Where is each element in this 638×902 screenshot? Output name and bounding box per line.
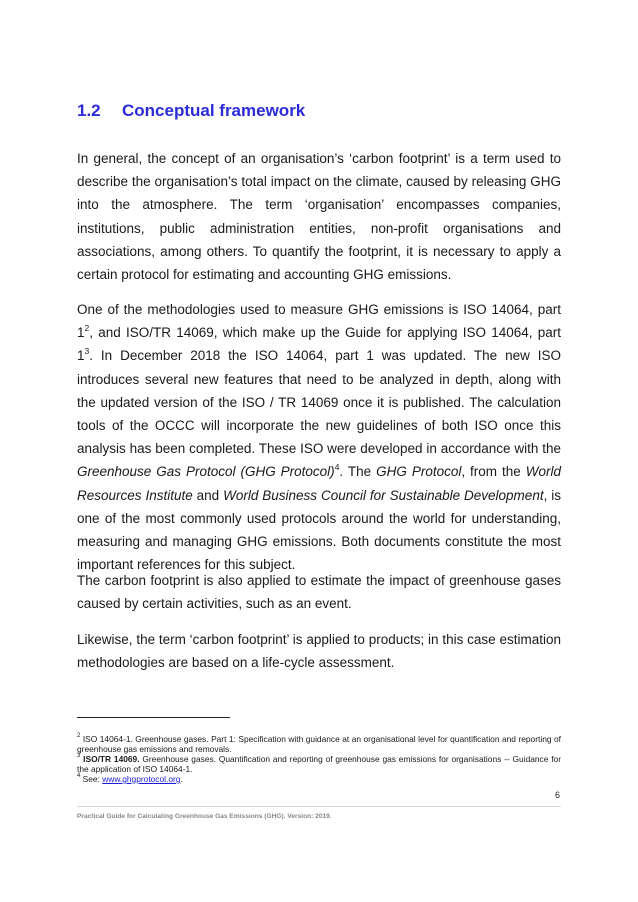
paragraph-4 [77, 628, 561, 674]
footnote-mark: 2 [77, 733, 81, 740]
section-heading [77, 101, 305, 121]
footnote-2 [77, 734, 561, 754]
footnote-separator [77, 717, 230, 718]
paragraph-4-text: Likewise, the term ‘carbon footprint’ is applied to products; in this case estimation methodologies are based on a life-cycle assessment. [77, 632, 561, 671]
footnote-text: Greenhouse gases. Quantification and reporting of greenhouse gas emissions for organisations -- Guidance for the application of ISO 14064-1. [77, 754, 561, 774]
ghgprotocol-link[interactable]: www.ghgprotocol.org [102, 774, 181, 784]
footnote-ref-2[interactable]: 2 [84, 322, 90, 333]
paragraph-3 [77, 569, 561, 615]
paragraph-2-text [77, 298, 561, 576]
section-number: 1.2 [77, 101, 101, 120]
footnotes [77, 734, 561, 784]
paragraph-1 [77, 147, 561, 286]
footnote-ref-3[interactable]: 3 [84, 345, 90, 356]
paragraph-2-run: . The [339, 464, 377, 480]
paragraph-2-run: , from the [461, 464, 526, 480]
paragraph-3-text: The carbon footprint is also applied to estimate the impact of greenhouse gases caused by certain activities, such as an event. [77, 573, 561, 612]
footnote-3 [77, 754, 561, 774]
footnote-ref-4[interactable]: 4 [334, 461, 340, 472]
paragraph-2-run: , is one of the most commonly used protocols around the world for understanding, measuring and managing GHG emissions. Both documents constitute the most important references for this subject. [77, 487, 561, 573]
paragraph-1-text: In general, the concept of an organisation’s ‘carbon footprint’ is a term used to describe the organisation’s total impact on the climate, caused by releasing GHG into the atmosphere. The term ‘organisation’ encompasses companies, institutions, public administration entities, non-profit organisations and associations, among others. To quantify the footprint, it is necessary to apply a certain protocol for estimating and accounting GHG emissions. [77, 151, 561, 283]
paragraph-2-run: One of the methodologies used to measure GHG emissions is ISO 14064, part 1 [77, 302, 561, 341]
footnote-mark: 3 [77, 753, 81, 760]
wbcsd-name: World Business Council for Sustainable Development [223, 487, 544, 503]
paragraph-2-run: . In December 2018 the ISO 14064, part 1 was updated. The new ISO introduces several new features that need to be analyzed in depth, along with the updated version of the ISO / TR 14069 once it is published. The calculation tools of the OCCC will incorporate the new guidelines of both ISO once this analysis has been completed. These ISO were developed in accordance with the [77, 348, 561, 457]
footnote-text: See: [80, 774, 103, 784]
page-footer: Practical Guide for Calculating Greenhouse Gas Emissions (GHG). Version: 2019. [77, 813, 332, 820]
footer-divider [77, 806, 561, 807]
wri-name: World Resources Institute [77, 464, 561, 503]
footnote-text: ISO 14064-1. Greenhouse gases. Part 1: Specification with guidance at an organisational level for quantification and reporting of greenhouse gas emissions and removals. [77, 734, 561, 754]
paragraph-2-run: and [192, 487, 224, 503]
section-title: Conceptual framework [122, 101, 306, 120]
footnote-4 [77, 774, 561, 784]
footnote-bold: ISO/TR 14069. [80, 754, 140, 764]
ghg-protocol-title: Greenhouse Gas Protocol (GHG Protocol) [77, 464, 335, 480]
footnote-text: . [180, 774, 183, 784]
ghg-protocol-name: GHG Protocol [376, 464, 462, 480]
paragraph-2-run: , and ISO/TR 14069, which make up the Guide for applying ISO 14064, part 1 [77, 325, 561, 364]
footnote-mark: 4 [77, 773, 81, 780]
paragraph-2 [77, 298, 561, 576]
page-number: 6 [554, 790, 560, 800]
